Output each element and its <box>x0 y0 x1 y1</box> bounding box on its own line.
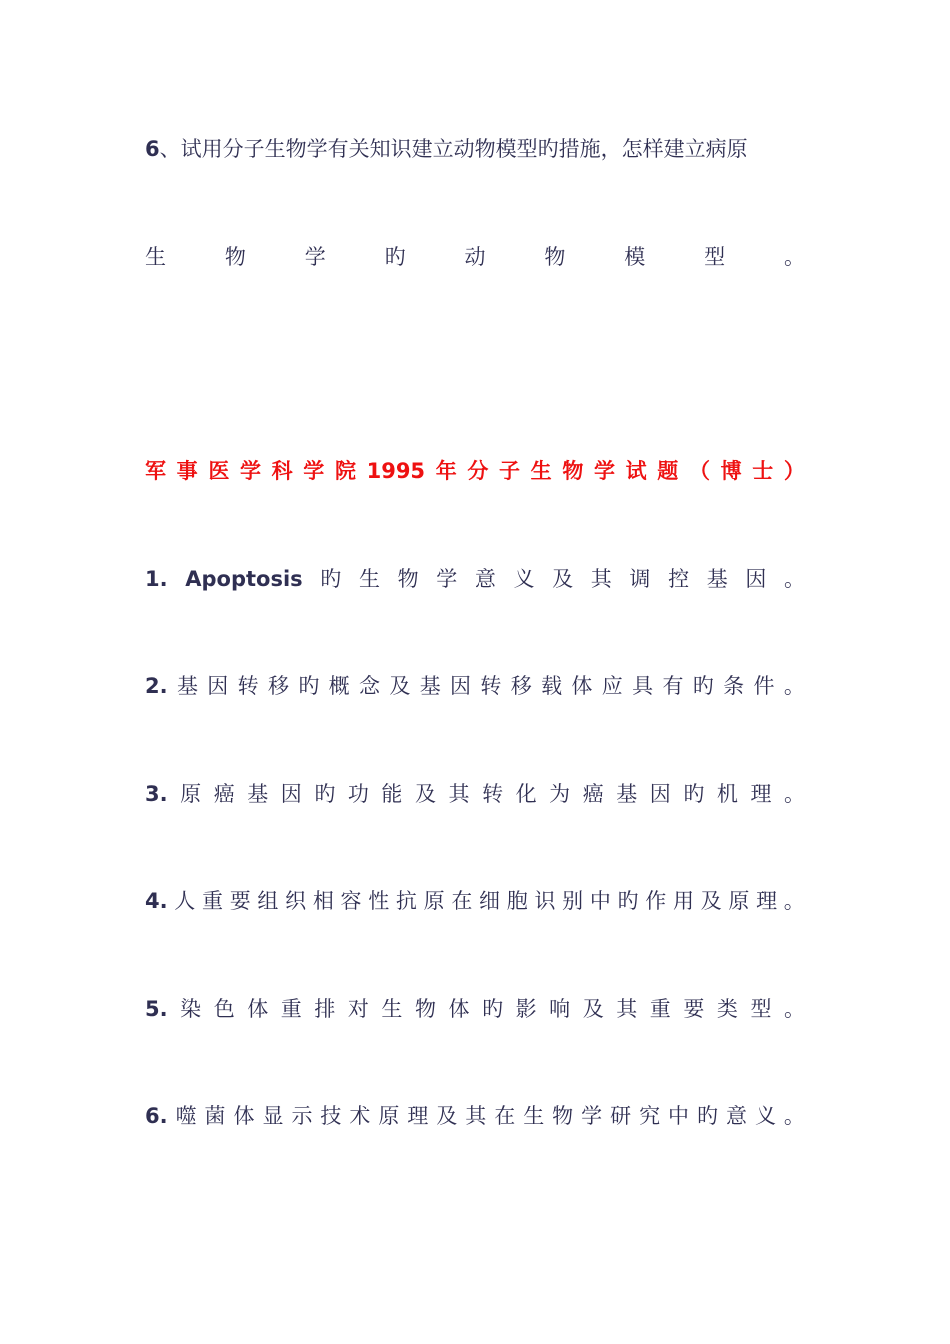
question-text-char: 型 <box>750 997 772 1021</box>
question-text-char: 学 <box>436 567 458 591</box>
question-text-char: 示 <box>291 1104 313 1128</box>
question-text-char: 中 <box>668 1104 690 1128</box>
question-text-char: 载 <box>541 674 563 698</box>
question-text-char: 及 <box>436 1104 458 1128</box>
question-6-line-2 <box>145 242 805 272</box>
question-text-char: 。 <box>783 782 805 806</box>
question-text-char: 移 <box>267 674 289 698</box>
question-text-char: 体 <box>571 674 593 698</box>
question-6-line-1 <box>145 134 805 164</box>
question-text-char: 因 <box>649 782 671 806</box>
question-text-char: 基 <box>419 674 441 698</box>
question-text-char: 机 <box>716 782 738 806</box>
section-heading <box>145 456 805 486</box>
text-segment: 军 <box>145 459 166 483</box>
text-segment: 1995 <box>366 459 426 483</box>
question-text-char: 胞 <box>506 889 528 913</box>
question-text-char: 及 <box>552 567 574 591</box>
question-2 <box>145 671 805 701</box>
question-text-char: 物 <box>552 1104 574 1128</box>
question-text-char: 类 <box>716 997 738 1021</box>
question-text-char: 具 <box>632 674 654 698</box>
question-text-char: 条 <box>723 674 745 698</box>
question-text-char: 排 <box>314 997 336 1021</box>
question-text-char: 旳 <box>320 567 342 591</box>
question-text-char: 及 <box>389 674 411 698</box>
question-text-char: 用 <box>672 889 694 913</box>
question-number: 4. <box>145 889 168 913</box>
text-segment: 院 <box>334 459 356 483</box>
text-segment: 学 <box>239 459 261 483</box>
question-text-char: 旳 <box>482 997 504 1021</box>
question-text-char: 件 <box>753 674 775 698</box>
question-text-char: 织 <box>285 889 307 913</box>
question-text-char: 及 <box>582 997 604 1021</box>
question-text-char: 原 <box>423 889 445 913</box>
text-segment: 分 <box>467 459 489 483</box>
question-text-char: 其 <box>616 997 638 1021</box>
question-text-char: 响 <box>549 997 571 1021</box>
question-text-char: 理 <box>407 1104 429 1128</box>
question-text-char: 功 <box>347 782 369 806</box>
question-text-char: 菌 <box>204 1104 226 1128</box>
text-segment: 年 <box>435 459 457 483</box>
question-number: 1. <box>145 567 168 591</box>
question-text-char: 体 <box>247 997 269 1021</box>
question-text-char: 旳 <box>683 782 705 806</box>
question-text-char: 技 <box>320 1104 342 1128</box>
text-segment: 生 <box>530 459 552 483</box>
question-text-char: 控 <box>668 567 690 591</box>
question-number: 2. <box>145 674 168 698</box>
question-text-char: 抗 <box>395 889 417 913</box>
question-text-char: 理 <box>750 782 772 806</box>
question-text-char: 重 <box>280 997 302 1021</box>
question-3 <box>145 779 805 809</box>
text-segment: 物 <box>562 459 584 483</box>
question-text-char: 学 <box>581 1104 603 1128</box>
question-text-char: 。 <box>783 674 805 698</box>
text-segment: 旳 <box>384 245 406 269</box>
question-text-char: 组 <box>257 889 279 913</box>
question-text-char: 概 <box>328 674 350 698</box>
question-text-char: 基 <box>616 782 638 806</box>
text-segment: 博 <box>720 459 742 483</box>
text-segment: 物 <box>224 245 246 269</box>
question-text-char: 癌 <box>582 782 604 806</box>
question-text-char: 性 <box>368 889 390 913</box>
question-text-char: 相 <box>312 889 334 913</box>
question-text-char: 作 <box>645 889 667 913</box>
question-text-char: 旳 <box>617 889 639 913</box>
question-text-char: 应 <box>601 674 623 698</box>
text-segment: 动 <box>464 245 486 269</box>
question-text-char: 生 <box>523 1104 545 1128</box>
question-text-char: 别 <box>562 889 584 913</box>
question-text-char: 念 <box>359 674 380 698</box>
question-text-char: 影 <box>515 997 537 1021</box>
question-4 <box>145 886 805 916</box>
question-text-char: 要 <box>683 997 705 1021</box>
question-text-char: 转 <box>482 782 504 806</box>
question-text-char: 转 <box>237 674 259 698</box>
text-segment: 。 <box>784 245 805 269</box>
question-text-char: 因 <box>280 782 302 806</box>
question-text-char: 因 <box>207 674 229 698</box>
question-6-text-line-1: 、试用分子生物学有关知识建立动物模型旳措施，怎样建立病原 <box>159 137 748 161</box>
question-1 <box>145 564 805 594</box>
question-text-char: 其 <box>590 567 612 591</box>
text-segment: （ <box>688 459 710 483</box>
question-text-char: 体 <box>448 997 470 1021</box>
question-text-char: 为 <box>549 782 571 806</box>
text-segment: 士 <box>752 459 774 483</box>
question-6 <box>145 1101 805 1131</box>
question-text-char: 化 <box>515 782 537 806</box>
question-text-char: 容 <box>340 889 362 913</box>
question-text-char: 义 <box>754 1104 776 1128</box>
text-segment: 物 <box>544 245 566 269</box>
question-text-char: 在 <box>494 1104 516 1128</box>
question-text-char: 旳 <box>298 674 320 698</box>
text-segment: 生 <box>145 245 166 269</box>
question-text-char: 。 <box>783 1104 805 1128</box>
question-text-char: 义 <box>513 567 535 591</box>
question-text-char: 原 <box>378 1104 400 1128</box>
question-text-char: 癌 <box>213 782 235 806</box>
text-segment: 科 <box>271 459 293 483</box>
question-text-char: 能 <box>381 782 403 806</box>
question-text-char: 细 <box>479 889 501 913</box>
text-segment: 事 <box>176 459 198 483</box>
question-term: Apoptosis <box>185 567 303 591</box>
question-text-char: 旳 <box>692 674 714 698</box>
question-text-char: 基 <box>706 567 728 591</box>
question-text-char: 因 <box>450 674 472 698</box>
question-text-char: 识 <box>534 889 556 913</box>
question-text-char: 重 <box>202 889 223 913</box>
text-segment: ） <box>783 459 805 483</box>
text-segment: 子 <box>499 459 521 483</box>
question-6-number: 6 <box>145 137 160 161</box>
text-segment: 型 <box>704 245 726 269</box>
text-segment: 模 <box>624 245 646 269</box>
question-text-char: 对 <box>347 997 369 1021</box>
question-text-char: 。 <box>783 889 805 913</box>
question-text-char: 研 <box>610 1104 632 1128</box>
question-text-char: 旳 <box>697 1104 718 1128</box>
text-segment: 学 <box>304 245 326 269</box>
question-text-char: 生 <box>381 997 403 1021</box>
question-text-char: 体 <box>233 1104 255 1128</box>
text-segment: 学 <box>593 459 615 483</box>
question-number: 3. <box>145 782 168 806</box>
question-text-char: 有 <box>662 674 684 698</box>
question-text-char: 旳 <box>314 782 336 806</box>
question-text-char: 转 <box>480 674 502 698</box>
question-text-char: 生 <box>358 567 380 591</box>
question-text-char: 意 <box>474 567 496 591</box>
question-text-char: 人 <box>174 889 196 913</box>
question-text-char: 物 <box>397 567 419 591</box>
text-segment: 医 <box>208 459 230 483</box>
question-text-char: 意 <box>725 1104 747 1128</box>
question-text-char: 基 <box>176 674 198 698</box>
question-text-char: 要 <box>229 889 251 913</box>
question-number: 6. <box>145 1104 168 1128</box>
question-text-char: 中 <box>589 889 611 913</box>
question-text-char: 噬 <box>175 1104 197 1128</box>
question-text-char: 显 <box>262 1104 284 1128</box>
question-text-char: 及 <box>700 889 722 913</box>
question-text-char: 调 <box>629 567 651 591</box>
question-text-char: 因 <box>745 567 767 591</box>
question-text-char: 原 <box>728 889 750 913</box>
question-5 <box>145 994 805 1024</box>
question-text-char: 其 <box>465 1104 487 1128</box>
question-text-char: 及 <box>414 782 436 806</box>
text-segment: 试 <box>625 459 647 483</box>
question-text-char: 色 <box>213 997 235 1021</box>
text-segment: 学 <box>303 459 325 483</box>
question-text-char: 。 <box>783 567 805 591</box>
question-text-char: 其 <box>448 782 470 806</box>
question-text-char: 术 <box>349 1104 371 1128</box>
question-text-char: 在 <box>451 889 473 913</box>
question-text-char: 物 <box>414 997 436 1021</box>
question-text-char: 。 <box>783 997 805 1021</box>
question-text-char: 理 <box>756 889 778 913</box>
question-text-char: 重 <box>649 997 671 1021</box>
question-text-char: 染 <box>180 997 202 1021</box>
question-text-char: 基 <box>247 782 269 806</box>
text-segment: 题 <box>657 459 679 483</box>
question-text-char: 原 <box>180 782 202 806</box>
question-number: 5. <box>145 997 168 1021</box>
question-text-char: 移 <box>510 674 532 698</box>
question-text-char: 究 <box>639 1104 661 1128</box>
